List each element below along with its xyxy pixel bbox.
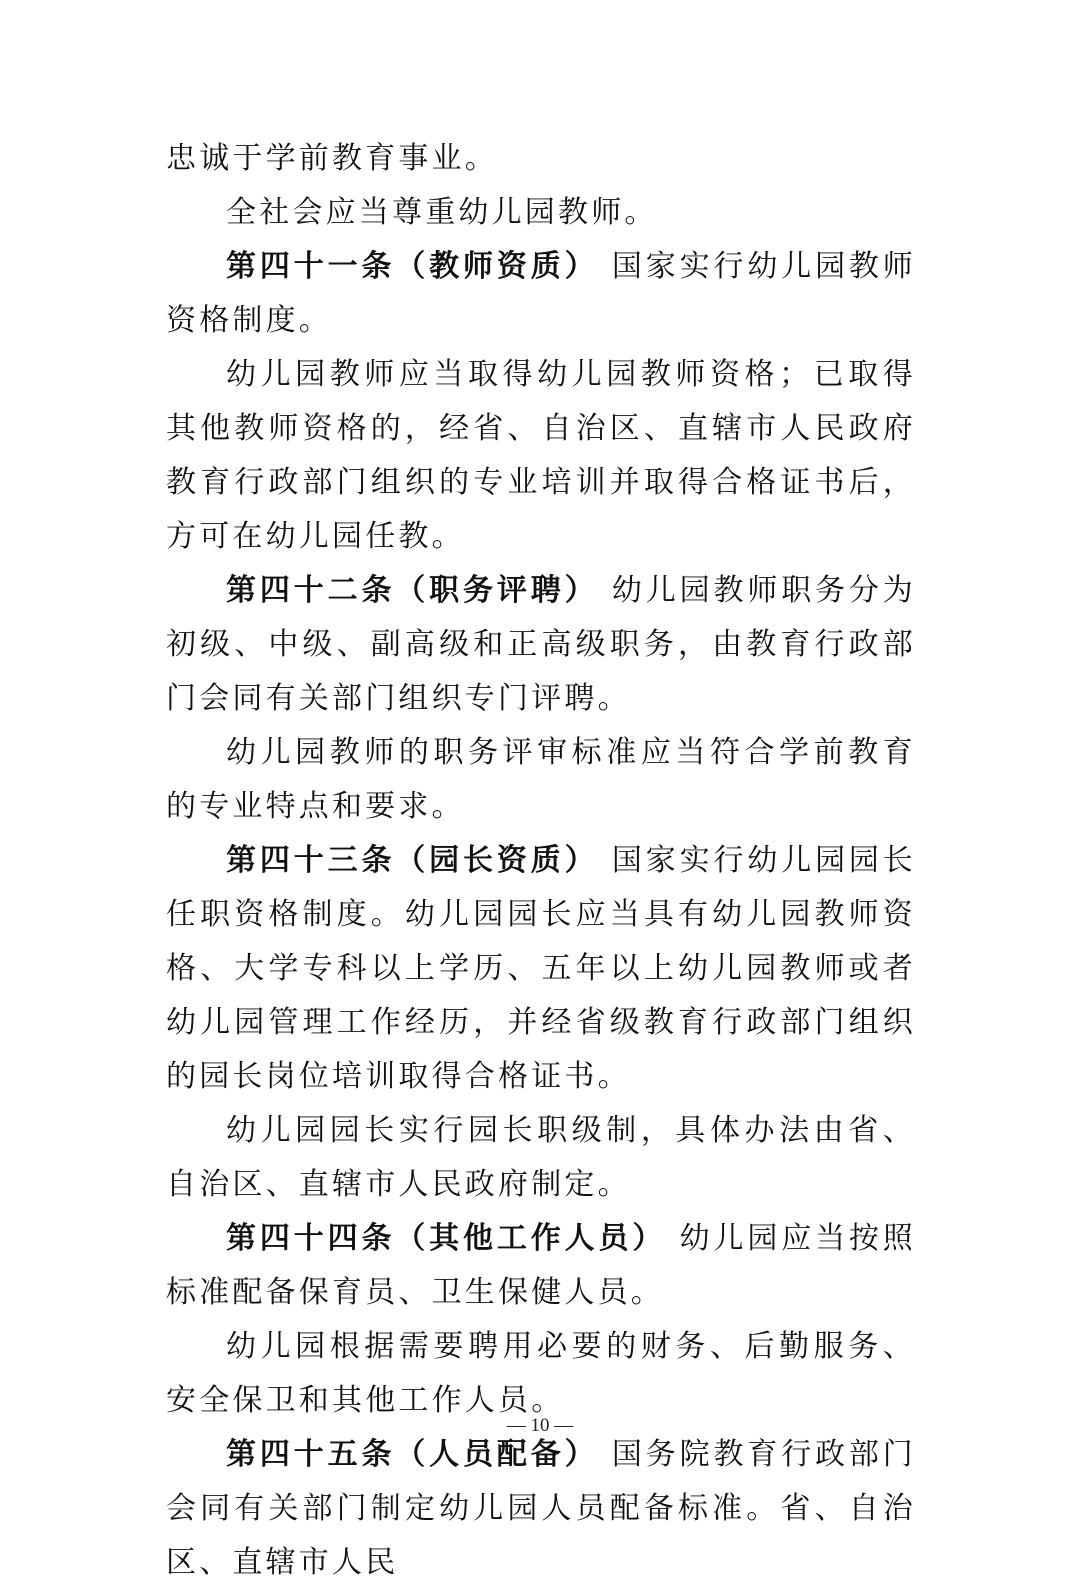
paragraph-6 (166, 726, 916, 834)
article-heading: 第四十一条（教师资质） (226, 249, 599, 284)
paragraph-4 (166, 348, 916, 564)
paragraph-10 (166, 1320, 916, 1428)
paragraph-text: 幼儿园教师应当取得幼儿园教师资格；已取得其他教师资格的，经省、自治区、直辖市人民政府教育行政部门组织的专业培训并取得合格证书后，方可在幼儿园任教。 (166, 357, 916, 554)
paragraph-text: 国家实行幼儿园园长任职资格制度。幼儿园园长应当具有幼儿园教师资格、大学专科以上学历、五年以上幼儿园教师或者幼儿园管理工作经历，并经省级教育行政部门组织的园长岗位培训取得合格证书。 (166, 843, 916, 1094)
paragraph-text: 幼儿园教师职务分为初级、中级、副高级和正高级职务，由教育行政部门会同有关部门组织专门评聘。 (166, 573, 916, 716)
article-42 (166, 564, 916, 726)
paragraph-text: 幼儿园应当按照标准配备保育员、卫生保健人员。 (166, 1221, 916, 1310)
article-heading: 第四十四条（其他工作人员） (226, 1221, 667, 1256)
paragraph-8 (166, 1104, 916, 1212)
paragraph-text: 幼儿园园长实行园长职级制，具体办法由省、自治区、直辖市人民政府制定。 (166, 1113, 916, 1202)
paragraph-text: 幼儿园根据需要聘用必要的财务、后勤服务、安全保卫和其他工作人员。 (166, 1329, 916, 1418)
paragraph-text: 忠诚于学前教育事业。 (166, 141, 498, 176)
article-heading: 第四十三条（园长资质） (226, 843, 599, 878)
article-44 (166, 1212, 916, 1320)
page-number: — 10 — (506, 1415, 574, 1436)
article-heading: 第四十五条（人员配备） (226, 1437, 599, 1472)
paragraph-text: 国务院教育行政部门会同有关部门制定幼儿园人员配备标准。省、自治区、直辖市人民 (166, 1437, 916, 1580)
paragraph-text: 国家实行幼儿园教师资格制度。 (166, 249, 916, 338)
article-45 (166, 1428, 916, 1590)
article-heading: 第四十二条（职务评聘） (226, 573, 599, 608)
paragraph-1 (166, 132, 916, 186)
paragraph-2 (166, 186, 916, 240)
article-41 (166, 240, 916, 348)
article-43 (166, 834, 916, 1104)
paragraph-text: 幼儿园教师的职务评审标准应当符合学前教育的专业特点和要求。 (166, 735, 916, 824)
document-body (166, 132, 916, 1590)
paragraph-text: 全社会应当尊重幼儿园教师。 (226, 195, 658, 230)
